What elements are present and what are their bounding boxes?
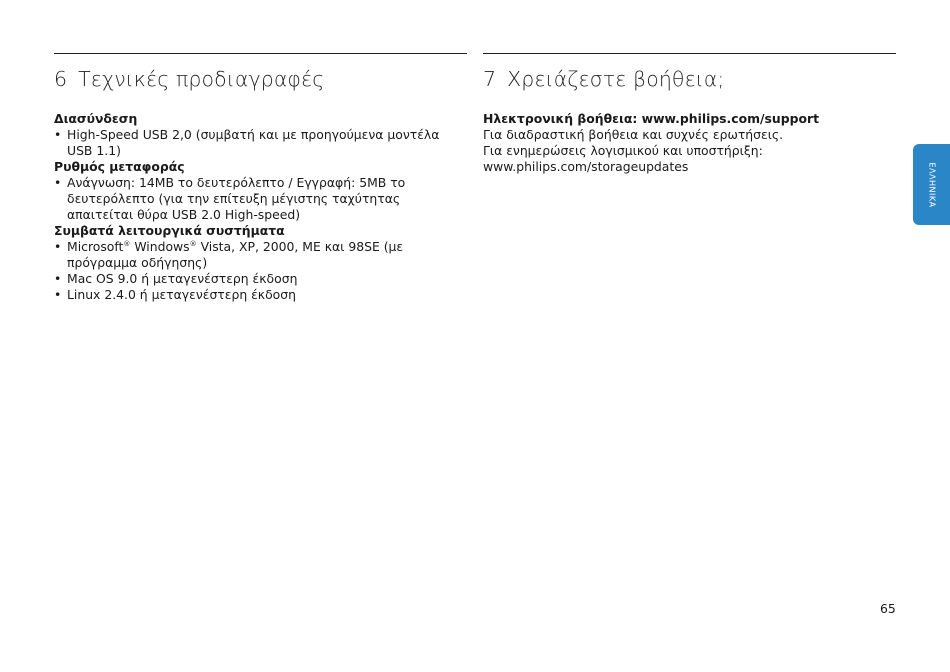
specifications-body (54, 111, 468, 303)
microsoft-text: Microsoft (67, 239, 124, 254)
section-title (54, 64, 468, 94)
section-title (483, 64, 896, 94)
bullet: • (54, 127, 62, 142)
registered-mark: ® (189, 239, 197, 248)
page-number: 65 (880, 601, 896, 616)
transfer-rate-heading: Ρυθμός μεταφοράς (54, 159, 185, 174)
bullet: • (54, 175, 62, 190)
bullet: • (54, 287, 62, 302)
mac-os-item-text: Mac OS 9.0 ή μεταγενέστερη έκδοση (67, 271, 298, 286)
list-item (54, 271, 468, 287)
online-help-line: Ηλεκτρονική βοήθεια: www.philips.com/support (483, 111, 820, 126)
section-title-text: Χρειάζεστε βοήθεια; (507, 67, 725, 91)
registered-mark: ® (123, 239, 131, 248)
help-line: Για ενημερώσεις λογισμικού και υποστήριξη: (483, 143, 763, 158)
section-title-text: Τεχνικές προδιαγραφές (78, 67, 325, 91)
help-body (483, 111, 896, 175)
interface-heading: Διασύνδεση (54, 111, 138, 126)
os-heading: Συμβατά λειτουργικά συστήματα (54, 223, 285, 238)
list-item (54, 127, 468, 159)
technical-specifications-section (54, 64, 468, 303)
list-item (54, 239, 468, 271)
left-top-rule (54, 53, 467, 54)
help-line: Για διαδραστική βοήθεια και συχνές ερωτήσεις. (483, 127, 784, 142)
right-top-rule (483, 53, 896, 54)
windows-versions-text: Vista, XP, 2000, ME και 98SE (με πρόγραμμα οδήγησης) (67, 239, 404, 270)
windows-item-text (67, 239, 403, 270)
section-number: 7 (483, 67, 497, 91)
linux-item-text: Linux 2.4.0 ή μεταγενέστερη έκδοση (67, 287, 296, 302)
interface-item-text: High-Speed USB 2,0 (συμβατή και με προηγούμενα μοντέλα USB 1.1) (67, 127, 440, 158)
storage-updates-url: www.philips.com/storageupdates (483, 159, 689, 174)
list-item (54, 287, 468, 303)
section-number: 6 (54, 67, 68, 91)
windows-text: Windows (130, 239, 190, 254)
language-tab-label: ΕΛΛΗΝΙΚΑ (927, 161, 936, 208)
language-tab (913, 144, 950, 225)
transfer-rate-item-text: Ανάγνωση: 14MB το δευτερόλεπτο / Εγγραφή: 5MB το δευτερόλεπτο (για την επίτευξη μέγιστης ταχύτητας απαιτείται θύρα USB 2.0 High-speed) (67, 175, 406, 222)
bullet: • (54, 239, 62, 254)
list-item (54, 175, 468, 223)
bullet: • (54, 271, 62, 286)
need-help-section (483, 64, 896, 175)
